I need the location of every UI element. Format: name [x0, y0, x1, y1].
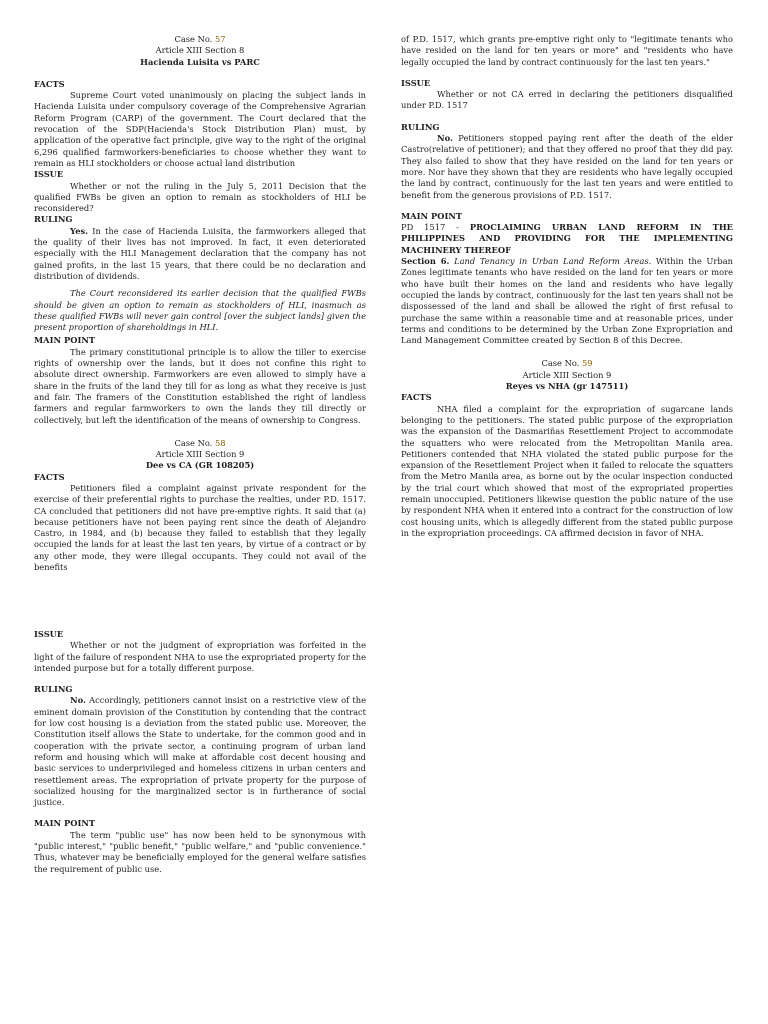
pd-1517-section-6: Section 6. Land Tenancy in Urban Land Reform Areas. Within the Urban Zones legitimate tenants who have resided on the land for ten years or more who have built their homes on the land and residents who have legally occupied the lands by contract, continuously for the last ten years shall not be dispossessed of the land and shall be allowed the right of first refusal to purchase the same within a reasonable time and at reasonable prices, under terms and conditions to be determined by the Urban Zone Expropriation and Land Management Committee created by Section 8 of this Decree.	[401, 256, 733, 346]
ruling-heading: RULING	[34, 684, 73, 695]
case-57-ruling: Yes. In the case of Hacienda Luisita, the farmworkers alleged that the quality of their lives has not improved. In fact, it even deteriorated especially with the HLI Management declaration that the company has not gained profits, in the last 15 years, that there could be no declaration and distribution of dividends.	[34, 225, 366, 281]
right-column-top	[401, 34, 733, 539]
case-58-article: Article XIII Section 9	[155, 449, 245, 460]
case-59-number: Case No. 59	[541, 358, 593, 369]
issue-heading: ISSUE	[34, 169, 64, 180]
case-58-title: Dee vs CA (GR 108205)	[145, 460, 255, 471]
main-point-heading: MAIN POINT	[401, 210, 463, 221]
issue-heading: ISSUE	[401, 77, 431, 88]
case-59-title: Reyes vs NHA (gr 147511)	[505, 381, 629, 392]
facts-heading: FACTS	[401, 392, 432, 403]
issue-heading: ISSUE	[34, 629, 64, 639]
facts-heading: FACTS	[34, 471, 65, 482]
pd-1517-title: PD 1517 - PROCLAIMING URBAN LAND REFORM IN THE PHILIPPINES AND PROVIDING FOR THE IMPLEMENTING MACHINERY THEREOF	[401, 222, 733, 255]
case-58-ruling: No. Petitioners stopped paying rent after the death of the elder Castro(relative of petitioner); and that they offered no proof that they did pay. They also failed to show that they have resided on the land for ten years or more. Nor have they shown that they are residents who have legally occupied the land by contract, continuously for the last ten years and were entitled to benefit from the generous provisions of P.D. 1517.	[401, 133, 733, 200]
left-column-bottom	[34, 629, 366, 875]
case-58-facts-continued: of P.D. 1517, which grants pre-emptive right only to "legitimate tenants who have resided on the land for ten years or more" and "residents who have legally occupied the land by contract continuously for the last ten years."	[401, 34, 733, 67]
case-57-ruling-italic: The Court reconsidered its earlier decision that the qualified FWBs should be given an option to remain as stockholders of HLI, inasmuch as these qualified FWBs will never gain control [over the subject lands] given the present proportion of shareholdings in HLI.	[34, 288, 366, 333]
ruling-heading: RULING	[401, 121, 440, 132]
case-57-facts: Supreme Court voted unanimously on placing the subject lands in Hacienda Luisita under compulsory coverage of the Comprehensive Agrarian Reform Program (CARP) of the government. The Court declared that the revocation of the SDP(Hacienda's Stock Distribution Plan) must, by application of the operative fact principle, give way to the right of the original 6,296 qualified farmworkers-beneficiaries to choose whether they want to remain as HLI stockholders or choose actual land distribution	[34, 90, 366, 168]
case-57-title: Hacienda Luisita vs PARC	[140, 56, 260, 67]
case-59-facts: NHA filed a complaint for the expropriation of sugarcane lands belonging to the petitioners. The stated public purpose of the expropriation was the expansion of the Dasmariñas Resettlement Project to accommodate the squatters who were relocated from the Metropolitan Manila area. Petitioners contended that NHA violated the stated public purpose for the expansion of the Resettlement Project when it failed to relocate the squatters from the Metro Manila area, as borne out by the ocular inspection conducted by the trial court which showed that most of the expropriated properties remain unoccupied. Petitioners likewise question the public nature of the use by respondent NHA when it entered into a contract for the construction of low cost housing units, which is allegedly different from the stated public purpose in the expropriation proceedings. CA affirmed decision in favor of NHA.	[401, 403, 733, 538]
ruling-heading: RULING	[34, 214, 73, 225]
case-58-issue: Whether or not CA erred in declaring the petitioners disqualified under P.D. 1517	[401, 89, 733, 111]
facts-heading: FACTS	[34, 78, 65, 89]
case-58-facts: Petitioners filed a complaint against private respondent for the exercise of their preferential rights to purchase the realties, under P.D. 1517. CA concluded that petitioners did not have pre-emptive rights. It said that (a) because petitioners have not been paying rent since the death of Alejandro Castro, in 1984, and (b) because they failed to establish that they legally occupied the lands for at least the last ten years, by virtue of a contract or by any other mode, they were illegal occupants. They could not avail of the benefits	[34, 482, 366, 573]
case-58-number: Case No. 58	[174, 437, 226, 448]
main-point-heading: MAIN POINT	[34, 818, 96, 829]
case-59-main-point: The term "public use" has now been held to be synonymous with "public interest," "public benefit," "public welfare," and "public convenience." Thus, whatever may be beneficially employed for the general welfare satisfies the requirement of public use.	[34, 829, 366, 874]
case-59-issue: Whether or not the judgment of expropriation was forfeited in the light of the failure of respondent NHA to use the expropriated property for the intended purpose but for a totally different purpose.	[34, 640, 366, 673]
case-57-issue: Whether or not the ruling in the July 5, 2011 Decision that the qualified FWBs be given an option to remain as stockholders of HLI be reconsidered?	[34, 180, 366, 214]
case-59-ruling: No. Accordingly, petitioners cannot insist on a restrictive view of the eminent domain provision of the Constitution by contending that the contract for low cost housing is a deviation from the stated public use. Moreover, the Constitution itself allows the State to undertake, for the common good and in cooperation with the private sector, a continuing program of urban land reform and housing which will make at affordable cost decent housing and basic services to underprivileged and homeless citizens in urban centers and resettlement areas. The expropriation of private property for the purpose of socialized housing for the marginalized sector is in furtherance of social justice.	[34, 695, 366, 808]
case-57-article: Article XIII Section 8	[155, 45, 245, 56]
main-point-heading: MAIN POINT	[34, 335, 96, 346]
case-59-article: Article XIII Section 9	[522, 369, 612, 380]
left-column-top	[34, 34, 366, 573]
case-57-main-point: The primary constitutional principle is to allow the tiller to exercise rights of ownership over the lands, but it does not confine this right to absolute direct ownership. Farmworkers are even allowed to simply have a share in the fruits of the land they till for as long as what they receive is just and fair. The framers of the Constitution established the right of landless farmers and regular farmworkers to own the lands they till directly or collectively, but left the identification of the means of ownership to Congress.	[34, 346, 366, 425]
case-57-number: Case No. 57	[174, 34, 226, 44]
